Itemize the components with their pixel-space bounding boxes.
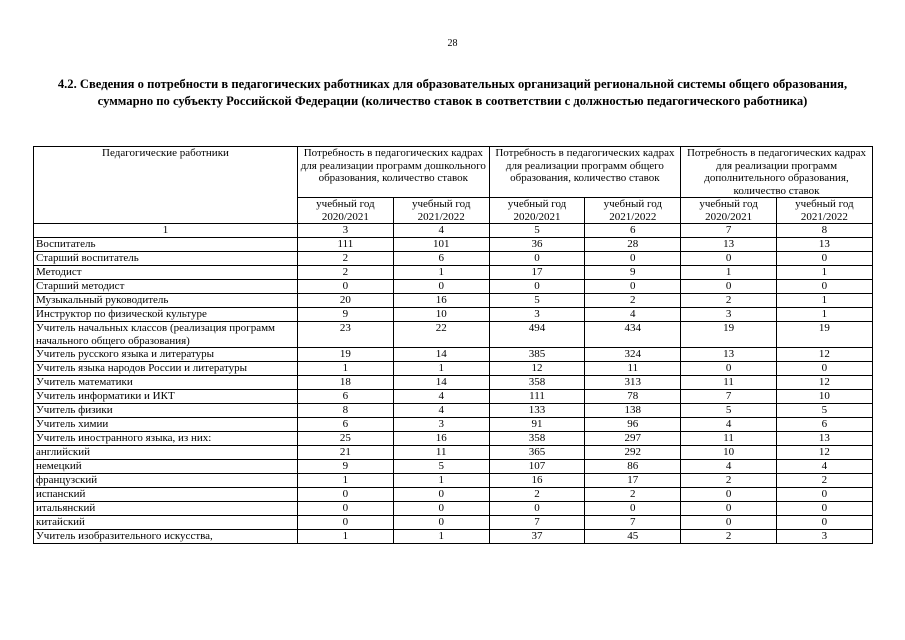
value-cell: 0	[777, 516, 873, 530]
value-cell: 4	[681, 460, 777, 474]
value-cell: 2	[681, 474, 777, 488]
value-cell: 14	[393, 376, 489, 390]
table-row	[34, 488, 873, 502]
value-cell: 0	[585, 252, 681, 266]
value-cell: 16	[393, 294, 489, 308]
value-cell: 2	[298, 252, 394, 266]
value-cell: 14	[393, 348, 489, 362]
value-cell: 11	[585, 362, 681, 376]
table-row	[34, 238, 873, 252]
value-cell: 12	[489, 362, 585, 376]
value-cell: 0	[393, 502, 489, 516]
row-label: Учитель информатики и ИКТ	[34, 390, 298, 404]
header-year: учебный год 2021/2022	[393, 198, 489, 224]
value-cell: 313	[585, 376, 681, 390]
header-year: учебный год 2020/2021	[298, 198, 394, 224]
value-cell: 133	[489, 404, 585, 418]
value-cell: 5	[681, 404, 777, 418]
table-row	[34, 322, 873, 348]
header-year: учебный год 2021/2022	[585, 198, 681, 224]
value-cell: 0	[681, 488, 777, 502]
value-cell: 1	[393, 530, 489, 544]
value-cell: 13	[777, 238, 873, 252]
value-cell: 1	[298, 474, 394, 488]
value-cell: 1	[298, 362, 394, 376]
value-cell: 365	[489, 446, 585, 460]
row-label: Учитель изобразительного искусства,	[34, 530, 298, 544]
value-cell: 1	[393, 266, 489, 280]
value-cell: 0	[777, 252, 873, 266]
value-cell: 21	[298, 446, 394, 460]
value-cell: 1	[777, 266, 873, 280]
value-cell: 13	[681, 238, 777, 252]
value-cell: 11	[681, 376, 777, 390]
value-cell: 11	[393, 446, 489, 460]
value-cell: 0	[489, 252, 585, 266]
table-row	[34, 376, 873, 390]
column-number: 5	[489, 224, 585, 238]
value-cell: 6	[777, 418, 873, 432]
value-cell: 0	[681, 252, 777, 266]
row-label: Старший методист	[34, 280, 298, 294]
table-header	[34, 147, 873, 224]
header-year: учебный год 2020/2021	[489, 198, 585, 224]
value-cell: 12	[777, 348, 873, 362]
value-cell: 358	[489, 432, 585, 446]
value-cell: 1	[777, 308, 873, 322]
value-cell: 0	[777, 362, 873, 376]
row-label: Учитель математики	[34, 376, 298, 390]
value-cell: 7	[585, 516, 681, 530]
value-cell: 5	[777, 404, 873, 418]
value-cell: 3	[777, 530, 873, 544]
column-number: 7	[681, 224, 777, 238]
value-cell: 5	[393, 460, 489, 474]
row-label: Учитель физики	[34, 404, 298, 418]
value-cell: 0	[489, 502, 585, 516]
value-cell: 2	[298, 266, 394, 280]
value-cell: 16	[489, 474, 585, 488]
row-label: Учитель иностранного языка, из них:	[34, 432, 298, 446]
value-cell: 5	[489, 294, 585, 308]
row-label: Учитель языка народов России и литературы	[34, 362, 298, 376]
row-label: Учитель начальных классов (реализация программ начального общего образования)	[34, 322, 298, 348]
value-cell: 10	[393, 308, 489, 322]
value-cell: 9	[298, 308, 394, 322]
value-cell: 13	[681, 348, 777, 362]
value-cell: 0	[681, 362, 777, 376]
value-cell: 324	[585, 348, 681, 362]
value-cell: 292	[585, 446, 681, 460]
value-cell: 4	[777, 460, 873, 474]
value-cell: 107	[489, 460, 585, 474]
value-cell: 7	[489, 516, 585, 530]
table-row	[34, 516, 873, 530]
value-cell: 494	[489, 322, 585, 348]
table-row	[34, 362, 873, 376]
value-cell: 78	[585, 390, 681, 404]
value-cell: 9	[585, 266, 681, 280]
value-cell: 0	[777, 502, 873, 516]
value-cell: 13	[777, 432, 873, 446]
value-cell: 18	[298, 376, 394, 390]
value-cell: 111	[489, 390, 585, 404]
table-row	[34, 390, 873, 404]
header-col-name: Педагогические работники	[34, 147, 298, 224]
header-group-preschool: Потребность в педагогических кадрах для реализации программ дошкольного образования, количество ставок	[298, 147, 490, 198]
value-cell: 91	[489, 418, 585, 432]
column-numbering-row	[34, 224, 873, 238]
value-cell: 0	[298, 488, 394, 502]
value-cell: 23	[298, 322, 394, 348]
value-cell: 2	[777, 474, 873, 488]
table-row	[34, 348, 873, 362]
row-label: Учитель русского языка и литературы	[34, 348, 298, 362]
value-cell: 1	[777, 294, 873, 308]
table-row	[34, 474, 873, 488]
table-row	[34, 280, 873, 294]
value-cell: 86	[585, 460, 681, 474]
column-number: 8	[777, 224, 873, 238]
column-number: 3	[298, 224, 394, 238]
value-cell: 0	[393, 516, 489, 530]
value-cell: 22	[393, 322, 489, 348]
table-row	[34, 530, 873, 544]
value-cell: 16	[393, 432, 489, 446]
value-cell: 297	[585, 432, 681, 446]
row-label: немецкий	[34, 460, 298, 474]
value-cell: 3	[489, 308, 585, 322]
row-label: итальянский	[34, 502, 298, 516]
header-year: учебный год 2020/2021	[681, 198, 777, 224]
table-row	[34, 404, 873, 418]
table-row	[34, 460, 873, 474]
value-cell: 0	[393, 280, 489, 294]
value-cell: 1	[393, 474, 489, 488]
value-cell: 1	[393, 362, 489, 376]
value-cell: 1	[298, 530, 394, 544]
value-cell: 17	[585, 474, 681, 488]
header-group-row	[34, 147, 873, 198]
column-number: 4	[393, 224, 489, 238]
value-cell: 4	[681, 418, 777, 432]
table-row	[34, 432, 873, 446]
value-cell: 2	[585, 294, 681, 308]
value-cell: 25	[298, 432, 394, 446]
value-cell: 20	[298, 294, 394, 308]
value-cell: 0	[681, 502, 777, 516]
value-cell: 19	[681, 322, 777, 348]
value-cell: 1	[681, 266, 777, 280]
row-label: Методист	[34, 266, 298, 280]
value-cell: 2	[585, 488, 681, 502]
value-cell: 45	[585, 530, 681, 544]
value-cell: 10	[681, 446, 777, 460]
page-number: 28	[447, 38, 458, 49]
value-cell: 37	[489, 530, 585, 544]
value-cell: 4	[393, 404, 489, 418]
value-cell: 36	[489, 238, 585, 252]
row-label: Учитель химии	[34, 418, 298, 432]
value-cell: 138	[585, 404, 681, 418]
table-row	[34, 266, 873, 280]
value-cell: 4	[585, 308, 681, 322]
value-cell: 2	[681, 294, 777, 308]
value-cell: 3	[393, 418, 489, 432]
value-cell: 0	[585, 502, 681, 516]
table-body	[34, 224, 873, 544]
table-row	[34, 418, 873, 432]
table-row	[34, 446, 873, 460]
row-label: английский	[34, 446, 298, 460]
column-number: 6	[585, 224, 681, 238]
value-cell: 0	[681, 516, 777, 530]
row-label: испанский	[34, 488, 298, 502]
value-cell: 3	[681, 308, 777, 322]
value-cell: 0	[298, 280, 394, 294]
value-cell: 0	[393, 488, 489, 502]
value-cell: 11	[681, 432, 777, 446]
column-number: 1	[34, 224, 298, 238]
value-cell: 10	[777, 390, 873, 404]
table-row	[34, 252, 873, 266]
value-cell: 434	[585, 322, 681, 348]
row-label: Старший воспитатель	[34, 252, 298, 266]
value-cell: 0	[489, 280, 585, 294]
value-cell: 8	[298, 404, 394, 418]
row-label: Воспитатель	[34, 238, 298, 252]
value-cell: 385	[489, 348, 585, 362]
table-row	[34, 294, 873, 308]
value-cell: 101	[393, 238, 489, 252]
value-cell: 2	[681, 530, 777, 544]
header-group-additional: Потребность в педагогических кадрах для реализации программ дополнительного образования, количество ставок	[681, 147, 873, 198]
value-cell: 0	[681, 280, 777, 294]
value-cell: 12	[777, 376, 873, 390]
value-cell: 28	[585, 238, 681, 252]
row-label: французский	[34, 474, 298, 488]
value-cell: 111	[298, 238, 394, 252]
value-cell: 4	[393, 390, 489, 404]
value-cell: 6	[298, 418, 394, 432]
value-cell: 0	[298, 516, 394, 530]
value-cell: 0	[777, 488, 873, 502]
value-cell: 0	[298, 502, 394, 516]
value-cell: 2	[489, 488, 585, 502]
value-cell: 9	[298, 460, 394, 474]
value-cell: 12	[777, 446, 873, 460]
value-cell: 19	[298, 348, 394, 362]
value-cell: 0	[777, 280, 873, 294]
table-row	[34, 502, 873, 516]
value-cell: 6	[393, 252, 489, 266]
row-label: Инструктор по физической культуре	[34, 308, 298, 322]
table-row	[34, 308, 873, 322]
value-cell: 6	[298, 390, 394, 404]
section-title: 4.2. Сведения о потребности в педагогических работниках для образовательных организаций региональной системы общего образования, суммарно по субъекту Российской Федерации (количество ставок в соответствии с должностью педагогического работника)	[57, 77, 848, 108]
value-cell: 19	[777, 322, 873, 348]
staff-demand-table	[33, 146, 873, 544]
row-label: китайский	[34, 516, 298, 530]
value-cell: 7	[681, 390, 777, 404]
value-cell: 17	[489, 266, 585, 280]
value-cell: 0	[585, 280, 681, 294]
header-year: учебный год 2021/2022	[777, 198, 873, 224]
value-cell: 96	[585, 418, 681, 432]
value-cell: 358	[489, 376, 585, 390]
header-group-general: Потребность в педагогических кадрах для реализации программ общего образования, количество ставок	[489, 147, 681, 198]
row-label: Музыкальный руководитель	[34, 294, 298, 308]
